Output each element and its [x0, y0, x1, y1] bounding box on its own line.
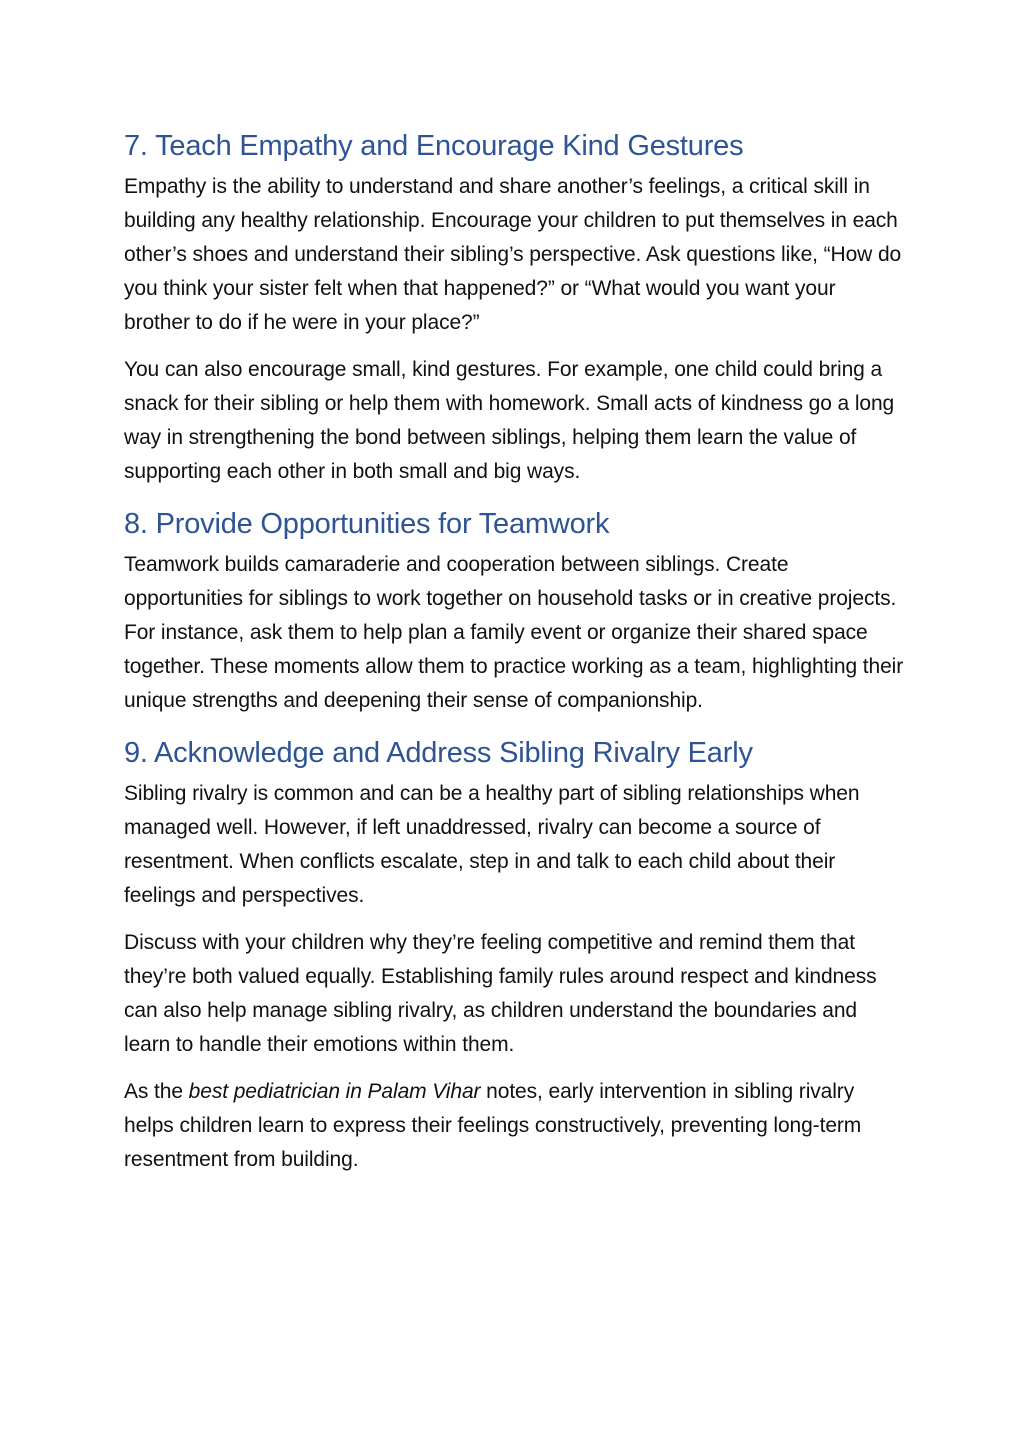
section-teach-empathy	[124, 124, 905, 489]
section-heading: 9. Acknowledge and Address Sibling Rivalry Early	[124, 737, 753, 769]
body-paragraph: Sibling rivalry is common and can be a healthy part of sibling relationships when managed well. However, if left unaddressed, rivalry can become a source of resentment. When conflicts escalate, step in and talk to each child about their feelings and perspectives.	[124, 782, 860, 907]
body-paragraph: Empathy is the ability to understand and share another’s feelings, a critical skill in building any healthy relationship. Encourage your children to put themselves in each other’s shoes and understand their sibling’s perspective. Ask questions like, “How do you think your sister felt when that happened?” or “What would you want your brother to do if he were in your place?”	[124, 175, 902, 334]
body-paragraph: Teamwork builds camaraderie and cooperation between siblings. Create opportunities for siblings to work together on household tasks or in creative projects. For instance, ask them to help plan a family event or organize their shared space together. These moments allow them to practice working as a team, highlighting their unique strengths and deepening their sense of companionship.	[124, 553, 904, 712]
body-paragraph: Discuss with your children why they’re feeling competitive and remind them that they’re both valued equally. Establishing family rules around respect and kindness can also help manage sibling rivalry, as children understand the boundaries and learn to handle their emotions within them.	[124, 931, 877, 1056]
italic-phrase: best pediatrician in Palam Vihar	[188, 1080, 481, 1103]
text-run: As the	[124, 1080, 189, 1103]
body-paragraph-final	[124, 1075, 905, 1177]
body-paragraph: You can also encourage small, kind gestures. For example, one child could bring a snack for their sibling or help them with homework. Small acts of kindness go a long way in strengthening the bond between siblings, helping them learn the value of supporting each other in both small and big ways.	[124, 358, 895, 483]
section-heading: 8. Provide Opportunities for Teamwork	[124, 508, 610, 540]
section-sibling-rivalry	[124, 731, 905, 1177]
section-teamwork	[124, 502, 905, 718]
section-heading: 7. Teach Empathy and Encourage Kind Gestures	[124, 130, 744, 162]
text-run: notes, early intervention in sibling rivalry helps children learn to express their feelings constructively, preventing long-term resentment from building.	[124, 1080, 862, 1171]
